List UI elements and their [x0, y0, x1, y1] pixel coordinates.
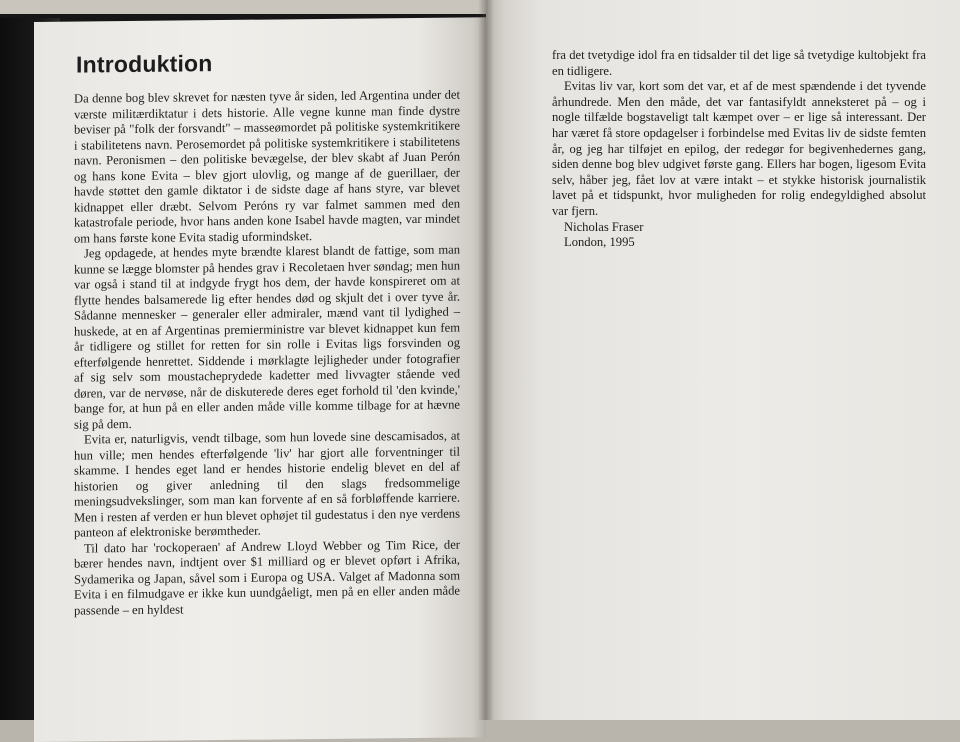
- right-page: [486, 0, 960, 720]
- paragraph-5: Evitas liv var, kort som det var, et af de mest spændende i det tyvende århundrede. Men den måde, det var fantasifyldt anneksteret på – og i nogle tilfælde bogstaveligt talt kæmpet over – er lige så interessant. Der har været få store opdagelser i forbindelse med Evitas liv de sidste femten år, og jeg har tilføjet en epilog, der redegør for begivenhedernes gang, siden denne bog blev udgivet første gang. Ellers har bogen, ligesom Evita selv, håber jeg, fået lov at være intakt – et stykke historisk journalistik lavet på et tidspunkt, hvor muligheden for rolig endegyldighed absolut var fjern.: [552, 79, 926, 218]
- chapter-title: Introduktion: [76, 50, 213, 78]
- signature-place-date: London, 1995: [564, 235, 635, 250]
- book-gutter: [478, 0, 494, 720]
- left-page: [34, 17, 486, 742]
- paragraph-1: Da denne bog blev skrevet for næsten tyve år siden, led Argentina under det værste militærdiktatur i dets historie. Alle vegne kunne man finde dystre beviser på "folk der forsvandt" – masseømordet på politiske systemkritikere i stabilitetens navn. Perosemordet på politiske systemkritikere i stabilitetens navn. Peronismen – den politiske bevægelse, der blev skabt af Juan Perón og hans kone Evita – blev gjort ulovlig, og mange af de guerillaer, der havde støttet den gamle diktator i de sidste dage af hans styre, var blevet kidnappet eller dræbt. Selvom Peróns ry var falmet sammen med den katastrofale periode, hvor hans anden kone Isabel havde magten, var mindet om hans første kone Evita stadig uformindsket.: [74, 87, 460, 246]
- right-page-body: [552, 48, 926, 251]
- paragraph-continuation: fra det tvetydige idol fra en tidsalder til det lige så tvetydige kultobjekt fra en tidligere.: [552, 48, 926, 78]
- paragraph-2: Jeg opdagede, at hendes myte brændte klarest blandt de fattige, som man kunne se lægge blomster på hendes grav i Recoletaen hver søndag; men hun var også i stand til at indgyde frygt hos dem, der havde konspireret om at flytte hendes balsamerede lig efter hendes død og skjult det i over tyve år. Sådanne mennesker – generaler eller admiraler, mænd vant til lydighed – huskede, at en af Argentinas premierministre var blevet kidnappet kun fem år tidligere og stillet for retten for sin rolle i Evitas ligs forsvinden og efterfølgende henrettet. Siddende i mørklagte lejligheder under fotografier af sig selv som moustacheprydede kadetter med livvagter stående ved døren, var de nervøse, når de diskuterede deres eget forhold til 'den kvinde,' bange for, at hun på en eller anden måde ville komme tilbage for at hævne sig på dem.: [74, 242, 460, 432]
- left-page-body: [74, 88, 460, 619]
- paragraph-4: Til dato har 'rockoperaen' af Andrew Lloyd Webber og Tim Rice, der bærer hendes navn, indtjent over $1 milliard og er blevet opført i Afrika, Sydamerika og Japan, såvel som i Europa og USA. Valget af Madonna som Evita i en filmudgave er ikke kun uundgåeligt, men på en eller anden måde passende – en hyldest: [74, 537, 460, 618]
- paragraph-3: Evita er, naturligvis, vendt tilbage, som hun lovede sine descamisados, at hun ville; men hendes efterfølgende 'liv' har gjort alle forventninger til skamme. I hendes eget land er hendes historie endelig blevet en del af historien og giver anledning til den slags fredsommelige meningsudvekslinger, som man kan forvente af en så forbløffende karriere. Men i resten af verden er hun blevet ophøjet til gudestatus i den nye verdens panteon af elektroniske berømtheder.: [74, 428, 460, 540]
- signature-name: Nicholas Fraser: [564, 219, 644, 234]
